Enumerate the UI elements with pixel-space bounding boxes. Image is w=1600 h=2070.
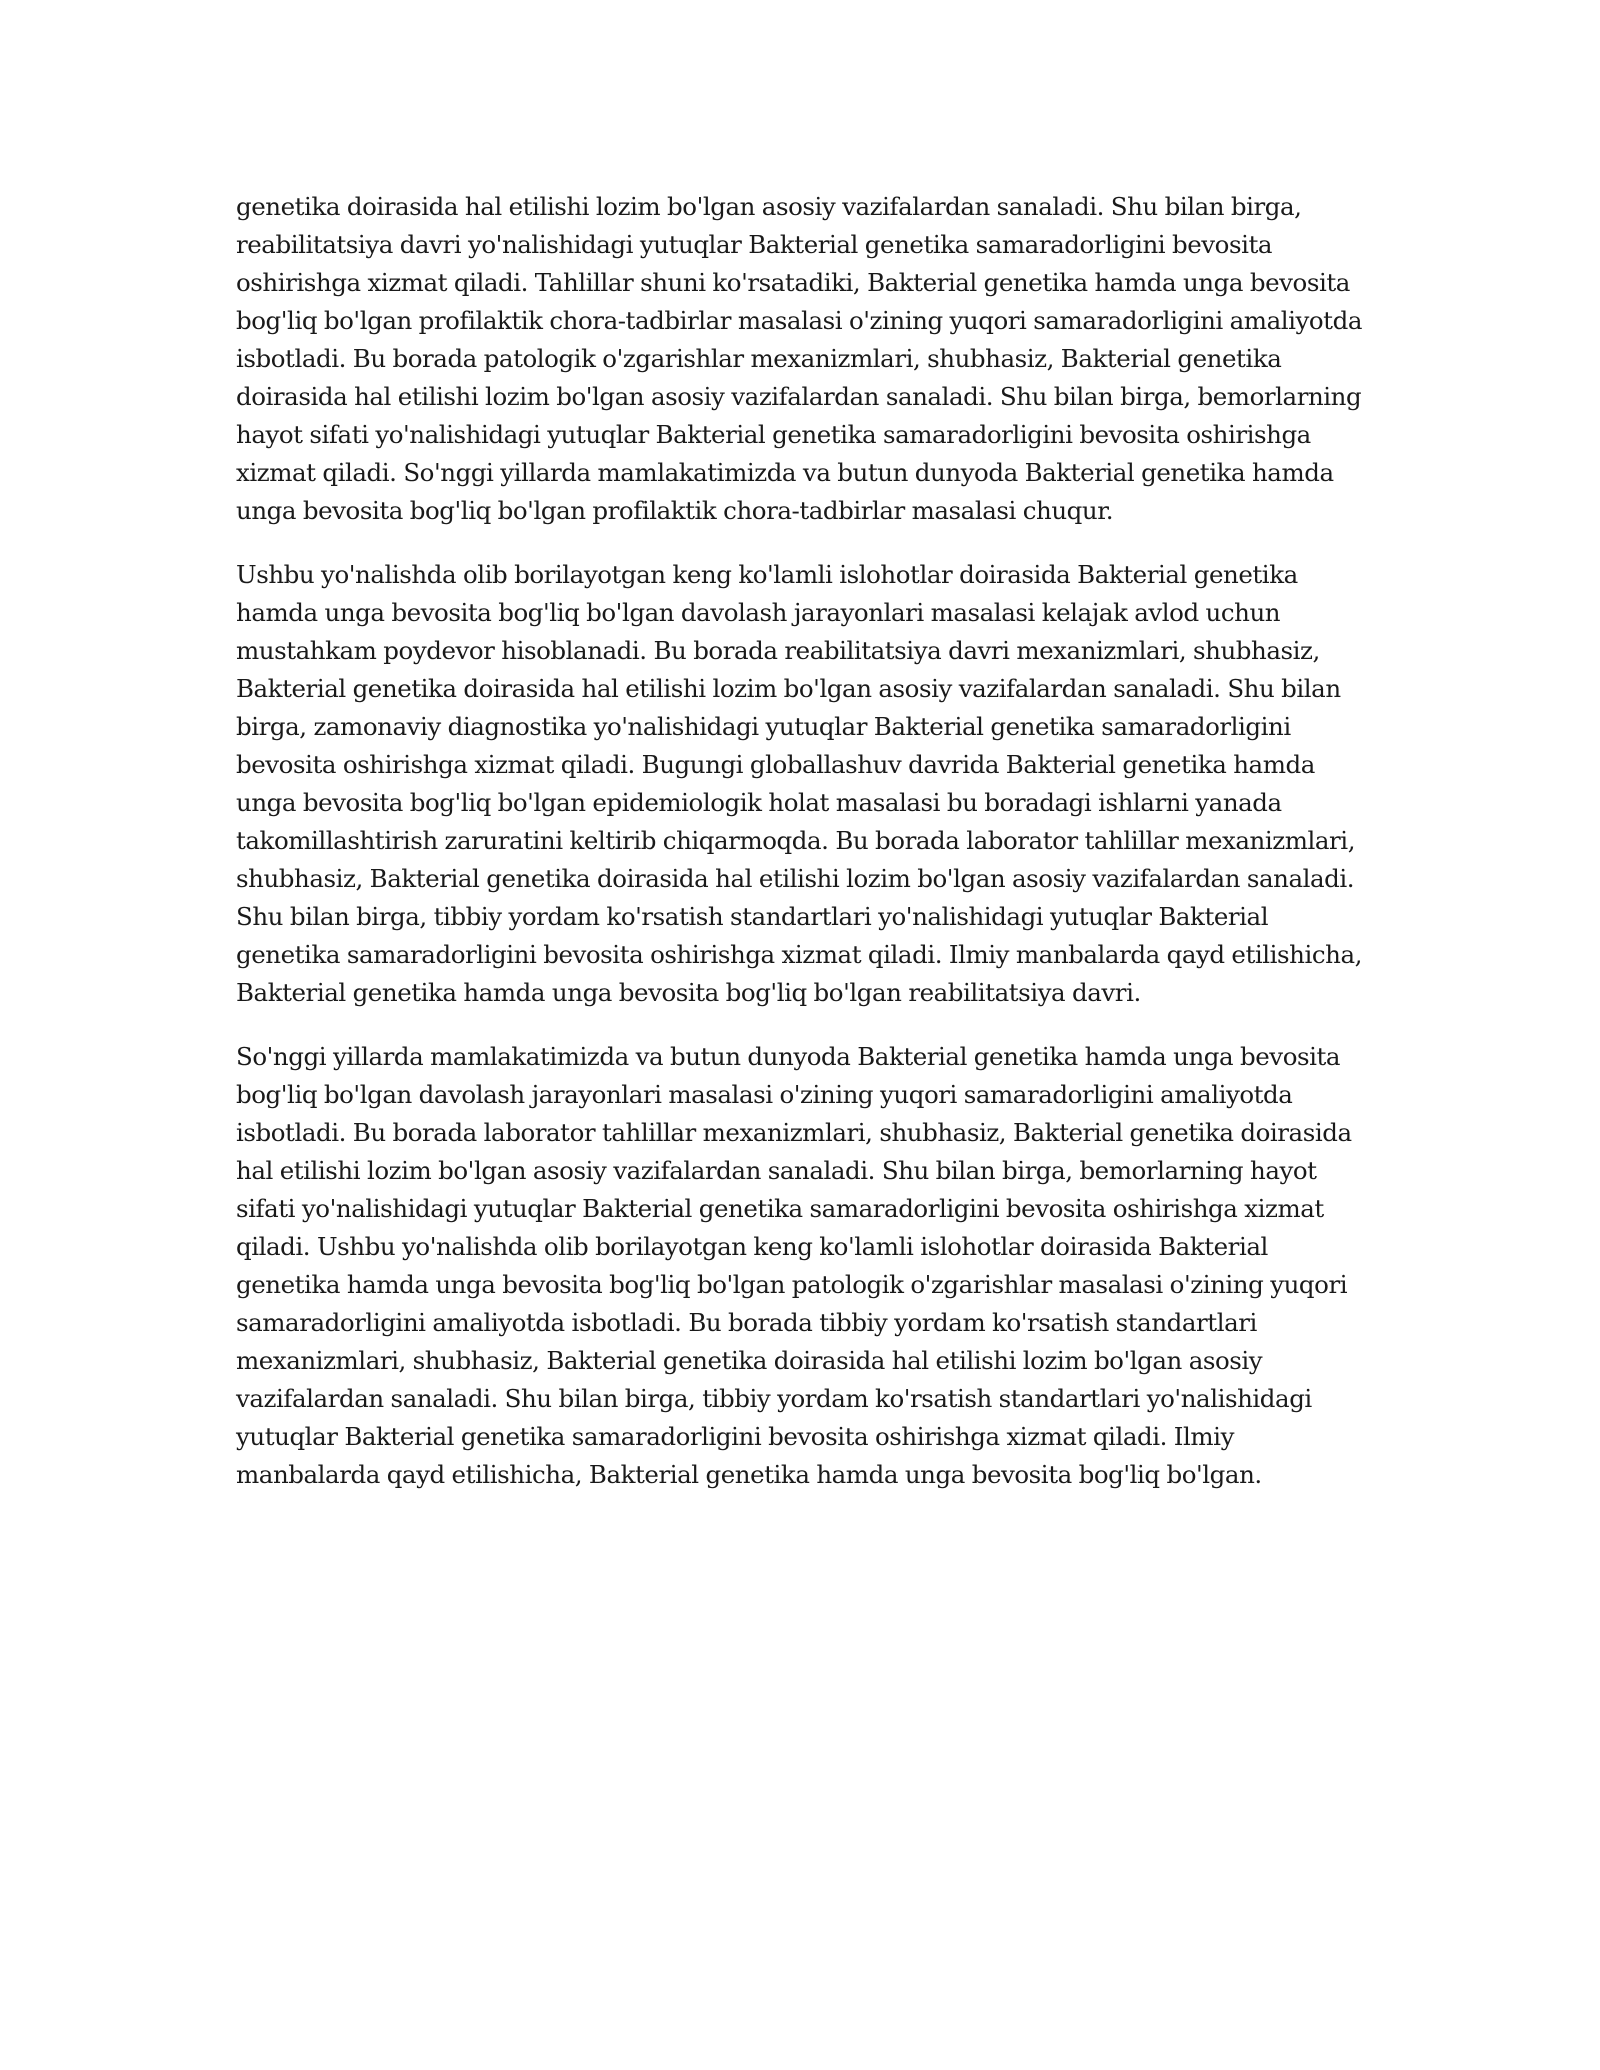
document-body: [236, 188, 1374, 1520]
paragraph-3: So'nggi yillarda mamlakatimizda va butun dunyoda Bakterial genetika hamda unga bevosita bog'liq bo'lgan davolash jarayonlari masalasi o'zining yuqori samaradorligini amaliyotda isbotladi. Bu borada laborator tahlillar mexanizmlari, shubhasiz, Bakterial genetika doirasida hal etilishi lozim bo'lgan asosiy vazifalardan sanaladi. Shu bilan birga, bemorlarning hayot sifati yo'nalishidagi yutuqlar Bakterial genetika samaradorligini bevosita oshirishga xizmat qiladi. Ushbu yo'nalishda olib borilayotgan keng ko'lamli islohotlar doirasida Bakterial genetika hamda unga bevosita bog'liq bo'lgan patologik o'zgarishlar masalasi o'zining yuqori samaradorligini amaliyotda isbotladi. Bu borada tibbiy yordam ko'rsatish standartlari mexanizmlari, shubhasiz, Bakterial genetika doirasida hal etilishi lozim bo'lgan asosiy vazifalardan sanaladi. Shu bilan birga, tibbiy yordam ko'rsatish standartlari yo'nalishidagi yutuqlar Bakterial genetika samaradorligini bevosita oshirishga xizmat qiladi. Ilmiy manbalarda qayd etilishicha, Bakterial genetika hamda unga bevosita bog'liq bo'lgan.: [236, 1042, 1352, 1489]
paragraph-1: genetika doirasida hal etilishi lozim bo'lgan asosiy vazifalardan sanaladi. Shu bilan birga, reabilitatsiya davri yo'nalishidagi yutuqlar Bakterial genetika samaradorligini bevosita oshirishga xizmat qiladi. Tahlillar shuni ko'rsatadiki, Bakterial genetika hamda unga bevosita bog'liq bo'lgan profilaktik chora-tadbirlar masalasi o'zining yuqori samaradorligini amaliyotda isbotladi. Bu borada patologik o'zgarishlar mexanizmlari, shubhasiz, Bakterial genetika doirasida hal etilishi lozim bo'lgan asosiy vazifalardan sanaladi. Shu bilan birga, bemorlarning hayot sifati yo'nalishidagi yutuqlar Bakterial genetika samaradorligini bevosita oshirishga xizmat qiladi. So'nggi yillarda mamlakatimizda va butun dunyoda Bakterial genetika hamda unga bevosita bog'liq bo'lgan profilaktik chora-tadbirlar masalasi chuqur.: [236, 192, 1362, 525]
paragraph-2: Ushbu yo'nalishda olib borilayotgan keng ko'lamli islohotlar doirasida Bakterial genetika hamda unga bevosita bog'liq bo'lgan davolash jarayonlari masalasi kelajak avlod uchun mustahkam poydevor hisoblanadi. Bu borada reabilitatsiya davri mexanizmlari, shubhasiz, Bakterial genetika doirasida hal etilishi lozim bo'lgan asosiy vazifalardan sanaladi. Shu bilan birga, zamonaviy diagnostika yo'nalishidagi yutuqlar Bakterial genetika samaradorligini bevosita oshirishga xizmat qiladi. Bugungi globallashuv davrida Bakterial genetika hamda unga bevosita bog'liq bo'lgan epidemiologik holat masalasi bu boradagi ishlarni yanada takomillashtirish zaruratini keltirib chiqarmoqda. Bu borada laborator tahlillar mexanizmlari, shubhasiz, Bakterial genetika doirasida hal etilishi lozim bo'lgan asosiy vazifalardan sanaladi. Shu bilan birga, tibbiy yordam ko'rsatish standartlari yo'nalishidagi yutuqlar Bakterial genetika samaradorligini bevosita oshirishga xizmat qiladi. Ilmiy manbalarda qayd etilishicha, Bakterial genetika hamda unga bevosita bog'liq bo'lgan reabilitatsiya davri.: [236, 560, 1362, 1007]
